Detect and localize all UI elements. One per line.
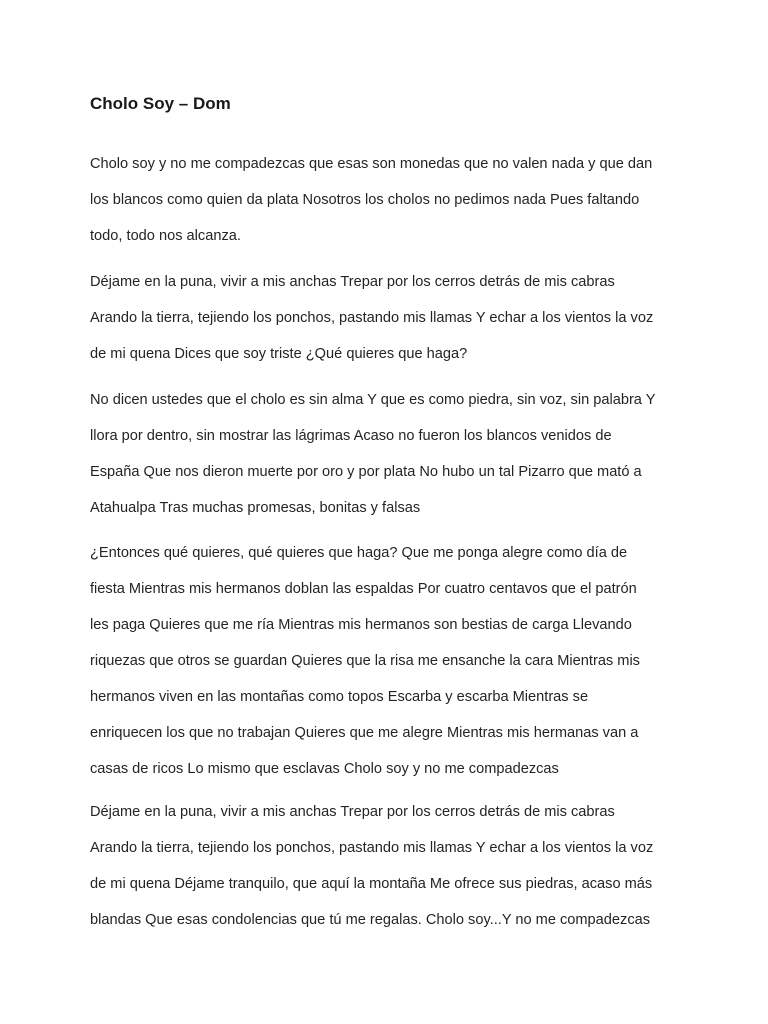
text-line: los blancos como quien da plata Nosotros los cholos no pedimos nada Pues faltando bbox=[90, 192, 640, 208]
stanza-5 bbox=[90, 802, 680, 946]
text-line: blandas Que esas condolencias que tú me regalas. Cholo soy...Y no me compadezcas bbox=[90, 912, 651, 928]
text-line: Cholo soy y no me compadezcas que esas son monedas que no valen nada y que dan bbox=[90, 156, 653, 172]
text-line: de mi quena Dices que soy triste ¿Qué quieres que haga? bbox=[90, 346, 468, 362]
stanza-2 bbox=[90, 272, 680, 380]
text-line: casas de ricos Lo mismo que esclavas Cholo soy y no me compadezcas bbox=[90, 761, 559, 777]
text-line: Arando la tierra, tejiendo los ponchos, pastando mis llamas Y echar a los vientos la voz bbox=[90, 840, 654, 856]
text-line: España Que nos dieron muerte por oro y por plata No hubo un tal Pizarro que mató a bbox=[90, 464, 642, 480]
text-line: Déjame en la puna, vivir a mis anchas Trepar por los cerros detrás de mis cabras bbox=[90, 274, 615, 290]
stanza-1 bbox=[90, 154, 680, 262]
text-line: hermanos viven en las montañas como topos Escarba y escarba Mientras se bbox=[90, 689, 589, 705]
stanza-4 bbox=[90, 543, 680, 795]
text-line: ¿Entonces qué quieres, qué quieres que haga? Que me ponga alegre como día de bbox=[90, 545, 628, 561]
text-line: riquezas que otros se guardan Quieres que la risa me ensanche la cara Mientras mis bbox=[90, 653, 640, 669]
text-line: Atahualpa Tras muchas promesas, bonitas y falsas bbox=[90, 500, 421, 516]
text-line: No dicen ustedes que el cholo es sin alma Y que es como piedra, sin voz, sin palabra Y bbox=[90, 392, 656, 408]
page-title: Cholo Soy – Dom bbox=[90, 94, 231, 113]
text-line: llora por dentro, sin mostrar las lágrimas Acaso no fueron los blancos venidos de bbox=[90, 428, 612, 444]
text-line: les paga Quieres que me ría Mientras mis hermanos son bestias de carga Llevando bbox=[90, 617, 632, 633]
text-line: todo, todo nos alcanza. bbox=[90, 228, 241, 244]
text-line: Déjame en la puna, vivir a mis anchas Trepar por los cerros detrás de mis cabras bbox=[90, 804, 615, 820]
stanza-3 bbox=[90, 390, 680, 534]
text-line: enriquecen los que no trabajan Quieres que me alegre Mientras mis hermanas van a bbox=[90, 725, 639, 741]
text-line: de mi quena Déjame tranquilo, que aquí la montaña Me ofrece sus piedras, acaso más bbox=[90, 876, 653, 892]
text-line: Arando la tierra, tejiendo los ponchos, pastando mis llamas Y echar a los vientos la voz bbox=[90, 310, 654, 326]
text-line: fiesta Mientras mis hermanos doblan las espaldas Por cuatro centavos que el patrón bbox=[90, 581, 637, 597]
